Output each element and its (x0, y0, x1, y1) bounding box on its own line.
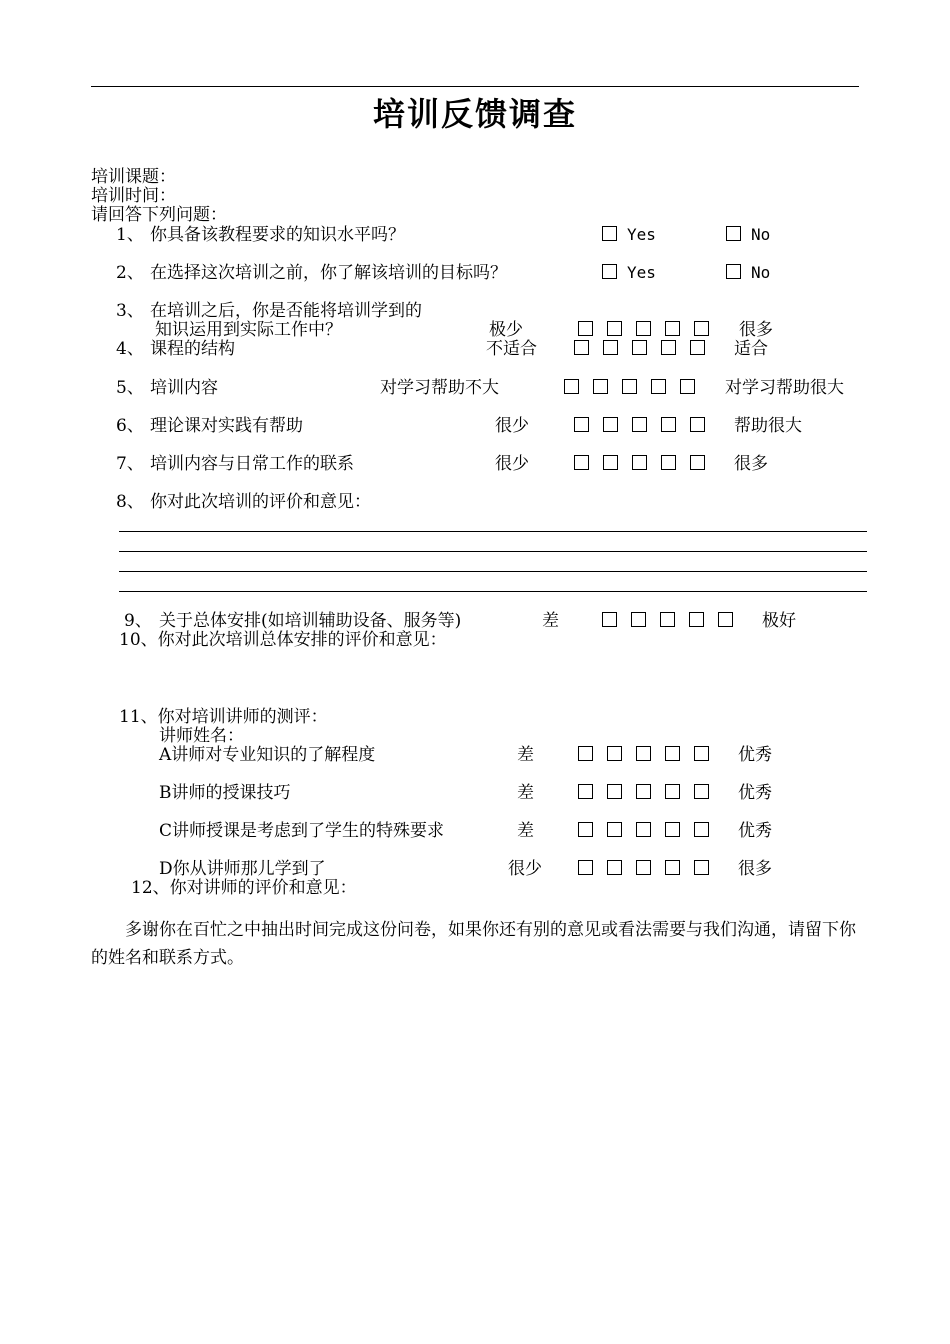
q6-number: 6、 (116, 416, 144, 436)
topic-label: 培训课题： (91, 167, 176, 187)
q6-rating-1[interactable] (574, 417, 589, 432)
q11a-high-label: 优秀 (738, 745, 772, 765)
q5-rating-1[interactable] (564, 379, 579, 394)
q11c-rating-4[interactable] (665, 822, 680, 837)
q11d-high-label: 很多 (738, 859, 772, 879)
q9-rating-5[interactable] (718, 612, 733, 627)
closing-paragraph: 多谢你在百忙之中抽出时间完成这份问卷，如果你还有别的意见或看法需要与我们沟通，请留下你的姓名和联系方式。 (91, 920, 856, 968)
q11d-text: D你从讲师那儿学到了 (159, 859, 326, 879)
q1-yes-checkbox[interactable] (602, 226, 617, 241)
q4-rating-1[interactable] (574, 340, 589, 355)
q3-rating-boxes[interactable] (578, 320, 709, 340)
q6-rating-5[interactable] (690, 417, 705, 432)
q3-number: 3、 (116, 301, 144, 321)
q5-rating-3[interactable] (622, 379, 637, 394)
q7-rating-3[interactable] (632, 455, 647, 470)
top-rule (91, 86, 859, 87)
q7-low-label: 很少 (495, 454, 529, 474)
q3-low-label: 极少 (489, 320, 523, 340)
q7-rating-5[interactable] (690, 455, 705, 470)
q8-text: 你对此次培训的评价和意见： (150, 492, 371, 512)
q4-number: 4、 (116, 339, 144, 359)
q3-rating-2[interactable] (607, 321, 622, 336)
q6-rating-2[interactable] (603, 417, 618, 432)
q11c-text: C讲师授课是考虑到了学生的特殊要求 (159, 821, 445, 841)
q2-no-checkbox[interactable] (726, 264, 741, 279)
q11b-rating-boxes[interactable] (578, 783, 709, 803)
time-label: 培训时间： (91, 186, 176, 206)
q7-text: 培训内容与日常工作的联系 (150, 454, 354, 474)
q2-no-label: No (751, 263, 771, 282)
q11c-rating-5[interactable] (694, 822, 709, 837)
q11d-rating-4[interactable] (665, 860, 680, 875)
q7-rating-2[interactable] (603, 455, 618, 470)
q1-number: 1、 (116, 225, 144, 245)
q5-rating-5[interactable] (680, 379, 695, 394)
q11c-rating-2[interactable] (607, 822, 622, 837)
q3-text-line2: 知识运用到实际工作中？ (155, 320, 342, 340)
q4-rating-boxes[interactable] (574, 339, 705, 359)
q11a-rating-3[interactable] (636, 746, 651, 761)
q2-text: 在选择这次培训之前，你了解该培训的目标吗？ (150, 263, 507, 283)
q9-rating-4[interactable] (689, 612, 704, 627)
q3-rating-3[interactable] (636, 321, 651, 336)
q11b-rating-1[interactable] (578, 784, 593, 799)
q3-rating-1[interactable] (578, 321, 593, 336)
q6-rating-boxes[interactable] (574, 416, 705, 436)
q2-number: 2、 (116, 263, 144, 283)
q12-text: 12、你对讲师的评价和意见： (131, 878, 357, 898)
q7-rating-4[interactable] (661, 455, 676, 470)
q3-text-line1: 在培训之后，你是否能将培训学到的 (150, 301, 422, 321)
q5-high-label: 对学习帮助很大 (725, 378, 844, 398)
q11c-rating-3[interactable] (636, 822, 651, 837)
q8-answer-line-1[interactable] (119, 531, 867, 532)
q11b-text: B讲师的授课技巧 (159, 783, 291, 803)
q3-rating-5[interactable] (694, 321, 709, 336)
q4-rating-5[interactable] (690, 340, 705, 355)
q6-text: 理论课对实践有帮助 (150, 416, 303, 436)
q9-rating-3[interactable] (660, 612, 675, 627)
q11b-rating-2[interactable] (607, 784, 622, 799)
q1-no-checkbox[interactable] (726, 226, 741, 241)
q4-high-label: 适合 (734, 339, 768, 359)
q1-text: 你具备该教程要求的知识水平吗？ (150, 225, 405, 245)
q1-yes-label: Yes (627, 225, 656, 244)
q5-number: 5、 (116, 378, 144, 398)
q11a-rating-boxes[interactable] (578, 745, 709, 765)
q11a-rating-5[interactable] (694, 746, 709, 761)
q11d-rating-5[interactable] (694, 860, 709, 875)
q9-number: 9、 (124, 611, 152, 631)
instruction-text: 请回答下列问题： (91, 205, 227, 225)
q11-text: 11、你对培训讲师的测评： (119, 707, 328, 727)
q11d-rating-3[interactable] (636, 860, 651, 875)
q6-rating-3[interactable] (632, 417, 647, 432)
q5-rating-2[interactable] (593, 379, 608, 394)
q6-low-label: 很少 (495, 416, 529, 436)
q7-rating-boxes[interactable] (574, 454, 705, 474)
q1-yes-option[interactable] (602, 225, 656, 245)
q8-answer-line-2[interactable] (119, 551, 867, 552)
q11b-rating-3[interactable] (636, 784, 651, 799)
q11d-rating-1[interactable] (578, 860, 593, 875)
q11a-rating-1[interactable] (578, 746, 593, 761)
q4-text: 课程的结构 (150, 339, 235, 359)
q8-answer-line-4[interactable] (119, 591, 867, 592)
q1-no-option[interactable] (726, 225, 770, 245)
q11a-text: A讲师对专业知识的了解程度 (159, 745, 376, 765)
q11b-rating-5[interactable] (694, 784, 709, 799)
q1-no-label: No (751, 225, 771, 244)
page-title: 培训反馈调查 (372, 95, 577, 133)
q7-number: 7、 (116, 454, 144, 474)
q5-text: 培训内容 (150, 378, 218, 398)
q11b-low-label: 差 (517, 783, 534, 803)
q11c-rating-1[interactable] (578, 822, 593, 837)
q11a-rating-4[interactable] (665, 746, 680, 761)
q11c-low-label: 差 (517, 821, 534, 841)
q3-high-label: 很多 (739, 320, 773, 340)
q11b-rating-4[interactable] (665, 784, 680, 799)
q9-low-label: 差 (542, 611, 559, 631)
q11d-low-label: 很少 (508, 859, 542, 879)
q4-rating-4[interactable] (661, 340, 676, 355)
q11b-high-label: 优秀 (738, 783, 772, 803)
q11c-high-label: 优秀 (738, 821, 772, 841)
q4-low-label: 不适合 (486, 339, 537, 359)
q6-high-label: 帮助很大 (734, 416, 802, 436)
q8-answer-line-3[interactable] (119, 571, 867, 572)
q5-rating-4[interactable] (651, 379, 666, 394)
q9-text: 关于总体安排(如培训辅助设备、服务等) (159, 611, 462, 631)
q11d-rating-2[interactable] (607, 860, 622, 875)
q11a-low-label: 差 (517, 745, 534, 765)
q11a-rating-2[interactable] (607, 746, 622, 761)
q9-rating-1[interactable] (602, 612, 617, 627)
q9-high-label: 极好 (762, 611, 796, 631)
q4-rating-2[interactable] (603, 340, 618, 355)
q3-rating-4[interactable] (665, 321, 680, 336)
q2-yes-option[interactable] (602, 263, 656, 283)
q11c-rating-boxes[interactable] (578, 821, 709, 841)
q9-rating-boxes[interactable] (602, 611, 733, 631)
q10-text: 10、你对此次培训总体安排的评价和意见： (119, 630, 447, 650)
q8-number: 8、 (116, 492, 144, 512)
q2-no-option[interactable] (726, 263, 770, 283)
q11d-rating-boxes[interactable] (578, 859, 709, 879)
q7-high-label: 很多 (734, 454, 768, 474)
q4-rating-3[interactable] (632, 340, 647, 355)
q5-low-label: 对学习帮助不大 (380, 378, 499, 398)
q5-rating-boxes[interactable] (564, 378, 695, 398)
q11-name-label: 讲师姓名： (159, 726, 244, 746)
q9-rating-2[interactable] (631, 612, 646, 627)
q2-yes-label: Yes (627, 263, 656, 282)
q6-rating-4[interactable] (661, 417, 676, 432)
q7-rating-1[interactable] (574, 455, 589, 470)
q2-yes-checkbox[interactable] (602, 264, 617, 279)
